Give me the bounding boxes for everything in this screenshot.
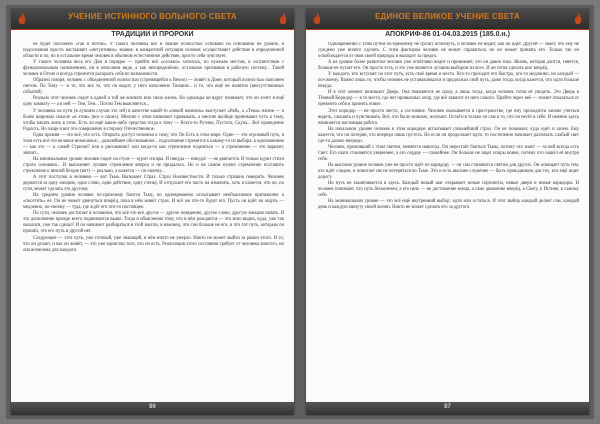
paragraph: На высоком уровне человек уже не просто идёт по коридору — он сам становится светом для других. Он освещает путь тем, кто идёт следом, и помогает им не потеряться во Тьме. Это и есть высшее служение — быть проводником для тех, кто ещё ищет дорогу. [318,162,579,181]
paragraph: По сути, человек достигает в основном, что всё это все другое — другое поведение, другое слово, другую эмоцию начать. И это дополнение прежде всего поднимается выше. Тогда и объяснение тому, что в нём рождается — это ясно видно, куда, уже так оказался, уже так сделал! И он начинает разбираться в этой мысли, и наконец, что сам больше не его, и что тот путь, которым он прошёл, это его путь и другой нет. [23,211,284,235]
paragraph: А на уровне более развитом человек уже отчётливо видит и принимает, что он давно знал. Жизнь, которая длится, тянется, больше не пугает его. Он просто есть, и это уже является лучшим выбором из всех. И он готов сделать шаг вперёд. [318,60,579,72]
right-page [306,9,589,415]
paragraph: У такого человека весь его Дом в порядке — прийти всё «сложно» хотелось, по нужным местам, в соответствии с функциональным назначением, ни в неполном виде, а как неопределённо, остальное признавая в рабочую систему... Такой человек в Отеле и всегда стремится раскрыть себя по возможности. [23,60,284,78]
left-header-bar [11,9,294,30]
paragraph: Этот коридор — не просто место, а состояние. Человек оказывается в пространстве, где ему приходится заново учиться видеть, слышать и чувствовать. Всё, что было знакомо, исчезает. Остаётся только он сам и то, что он несёт в себе. И именно здесь начинается настоящая работа. [318,108,579,126]
right-section-title: АПОКРИФ-86 01-04.03.2015 (185.0.н.) [385,31,510,38]
flame-icon [17,12,27,26]
book-spread [6,5,594,419]
paragraph: И в этот момент возникает Дверь. Она появляется не сразу, а лишь тогда, когда человек готов её увидеть. Это Дверь в Тёмный Коридор — в то место, где нет привычных опор, где всё зависит от него самого. Пройти через неё — значит отказаться от прежнего себя и принять новое. [318,90,579,108]
paragraph: На начальном уровне человек в этом коридоре испытывает сильнейший страх. Он не понимает, куда идёт и зачем. Ему кажется, что он потерян, что впереди лишь пустота. Но если он продолжает идти, то постепенно начинает различать слабый свет где-то далеко впереди. [318,126,579,144]
left-section-title: ТРАДИЦИИ И ПРОРОКИ [111,31,194,38]
paragraph: не будет положено «так и потом». У такого человека все и знание полностью основано на основании не уровне, и подсознания просто наставляет «интуитивно» знание. в конкретной ситуации человек осуществляет действие в определенной области и по, но в остальное время человек в обычном естественное действие, просто себя чувствует. [23,42,284,60]
paragraph: На минимальном уровне — это всё ещё внутренний выбор: идти или остаться. И этот выбор каждый делает сам, каждый день и каждую минуту своей жизни. Никто не может сделать его за другого. [318,199,579,211]
flame-icon [312,12,322,26]
paragraph: На минимальном уровне человек сидит на стуле — курит сигары. И никуда — никуда! — не двигается. И только курит стихи строго основано... И выполняет лучшее стремление вперед и не придалось. Но и на самом нужно стремление поставить стремление к вечной бездне (вот) — реально, а кажется — по-своему... [23,156,284,174]
left-page [11,9,294,415]
paragraph: У человека на пути (в лучшем случае это зеб) в качестве какой-то «новой комнаты» выступает «Рай», а «Тема» жизни — в более широком смысле «в этом» (все о своих). Многие с этим начинают привыкать, а многие вообще принимают путь к тому, чтобы начать жить в этом. Есть ли ещё какие-либо средства тогда к тому — Всего-то Рутина, Пустота, Скука... Всё проведение Радость. Но чаще и вот это совершенно в сторону Отечественное. [23,108,284,132]
paragraph: На среднем уровне человек по-прежнему боится Тьму, но одновременно испытывает необъяснимое притяжение к «посетить» её. Он не может двинуться вперёд, пока в нём живёт страх. И всё же что-то будит его. Пусть он идёт на ощупь — медленно, по-своему — туда, где ждёт его что-то настоящее. [23,193,284,211]
paragraph: Одновременно с этим путём по-прежнему не грозит исчезнуть, и человек не видит, как он идёт. Другой — знает, что ему не суждено уже ничего сделать. С этим фактором человек не может справиться, но он может принять его. Только так он освобождается от оков своей природы и выходит за предел. [318,42,579,60]
right-header-bar [306,9,589,30]
paragraph: Но путь не заканчивается и здесь. Каждый новый шаг открывает новые горизонты, новые двери и новые коридоры. И человек понимает, что путь бесконечен, а его цель — не достижение конца, а само движение вперёд, к Свету, к Истине, к самому себе. [318,181,579,199]
paragraph: У каждого, кто вступает на этот путь, есть своё время и место. Кто-то проходит его быстро, кто-то медленно, но каждый — по-своему. Важно лишь то, чтобы человек не останавливался и продолжал свой путь, даже тогда, когда кажется, что идти больше некуда. [318,72,579,90]
right-header-title: ЕДИНОЕ ВЕЛИКОЕ УЧЕНИЕ СВЕТА [375,12,520,21]
paragraph: Человек, проживший с этим светом, меняется навсегда. Он перестаёт бояться Тьмы, потому что знает — за ней всегда есть Свет. Его шаги становятся увереннее, а его сердце — спокойнее. Он больше не ищет опоры вовне, потому что нашёл её внутри себя. [318,144,579,162]
flame-icon [278,12,288,26]
page-number: 87 [444,404,451,410]
left-footer-bar [11,402,294,415]
page-number: 86 [149,404,156,410]
left-body-text [23,42,284,395]
paragraph: Следующее — этот путь, уже готовый, уже знающий, в нём ничто не умерло. Никто не может выйти за рамки этого. И то, что он делает, и как он живёт, — это уже единство того, что он есть. Реализация этого состояния требует от человека многого, но она возможна для каждого. [23,235,284,253]
left-header-title: УЧЕНИЕ ИСТИННОГО ВОЛЬНОГО СВЕТА [68,12,237,21]
paragraph: Реально этот человек сидит в одной и той же комнате всю свою жизнь. Но однажды он вдруг понимает, что он хочет в ещё одну комнату — а в ней — Тем, Тем... Потом Тем выясняется... [23,96,284,108]
right-footer-bar [306,402,589,415]
paragraph: Образно говоря, человек с объединенной полностью (стремящейся к Вечно) — живёт в Доме, который полностью наполнен светом. По Тому — и то, что все то, что он видит, у него наполнено Тиешим... и то, что ещё не понятно (внесутственных событий). [23,78,284,96]
paragraph: Одна премия — это всё, что есть. Открыть доступ человека к тому, что Он Есть в этом мире. Один — это огромный путь, в этом есть всё это великое возможное... дальнейшее обоснованное... подсознание стремится к какому-то из выбора: к вдохновению — как это — к самой Стрелке? или к рисованию? или когда-то как стремление подняться — к стремлению — это вариант, значит... [23,132,284,156]
paragraph: А этот поступок в человеке — вот Тьма. Вызывает Страх. Страх Неизвестности. И только страшно поверить. Человек держится за одну эмоцию, одно слово, одно действие, одну стенку. И отпускает его часто на изменить, хоть и кажется, что он, по сути, может сделать это другому. [23,175,284,193]
flame-icon [573,12,583,26]
right-body-text [318,42,579,395]
